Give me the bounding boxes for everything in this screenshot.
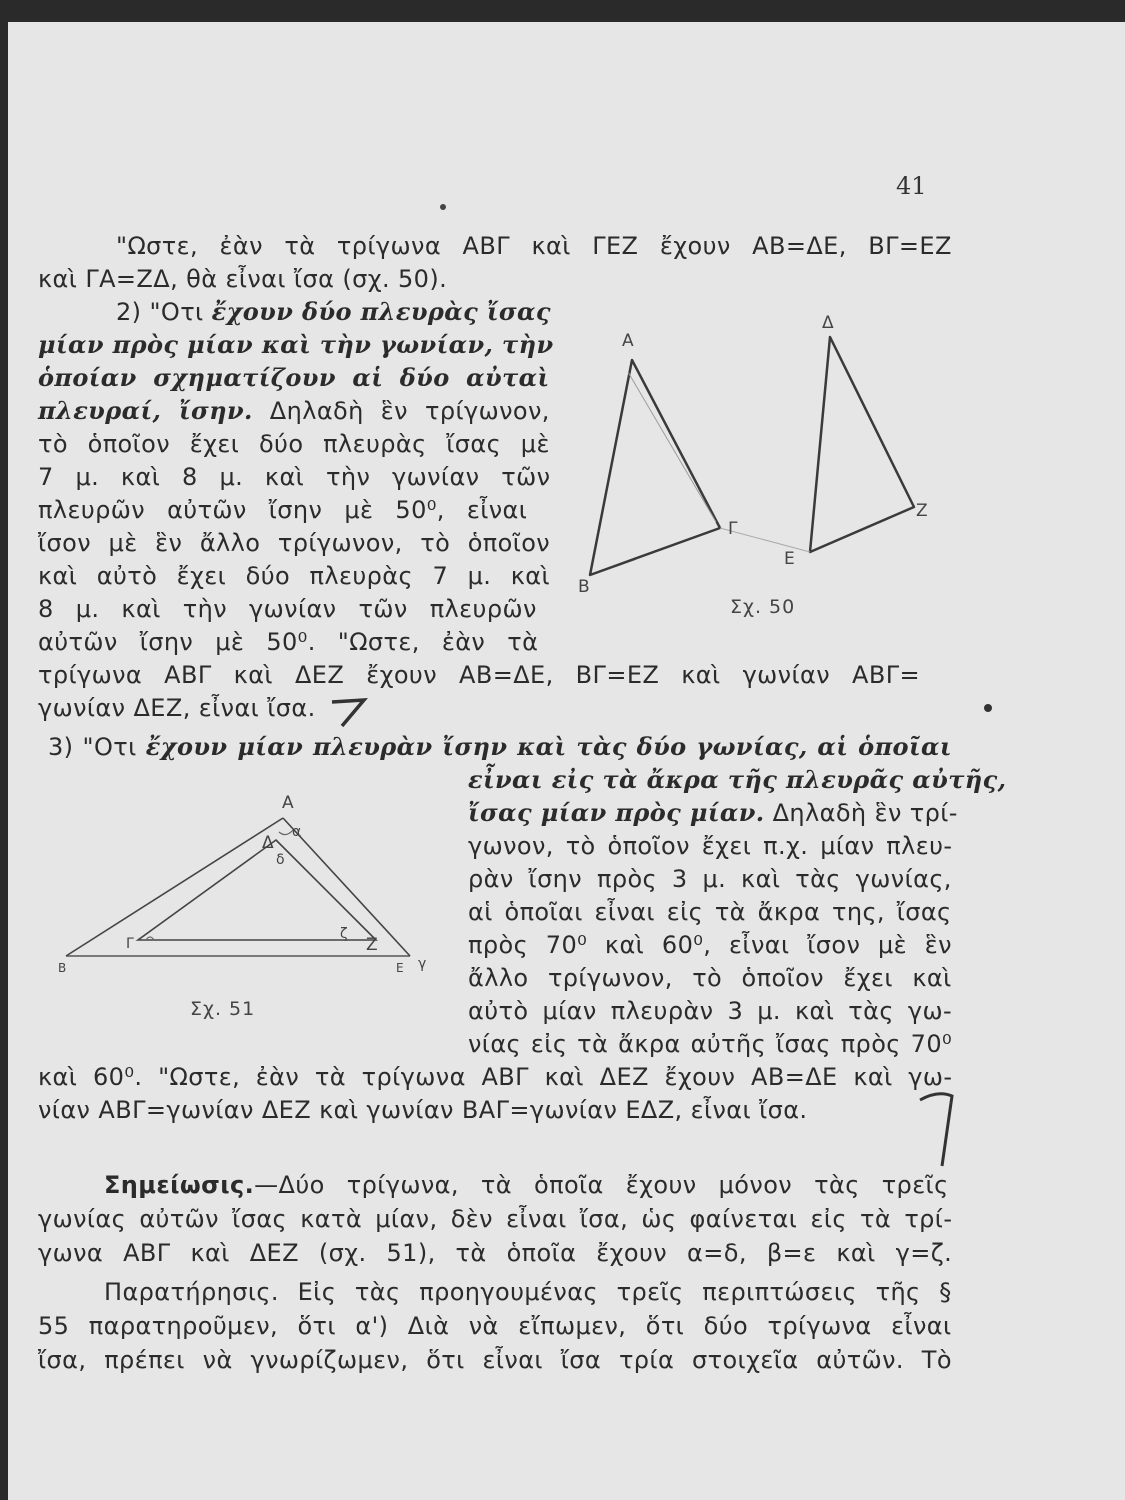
text-segment: ἔχουν δύο πλευρὰς ἴσας bbox=[211, 297, 551, 326]
text-line-20 bbox=[468, 863, 952, 895]
figure-50 bbox=[578, 292, 948, 622]
pencil-mark-seven bbox=[324, 692, 374, 732]
text-segment: νίας εἰς τὰ ἄκρα αὐτῆς ἴσας πρὸς 70⁰ bbox=[468, 1030, 953, 1058]
text-segment: ἔχουν μίαν πλευρὰν ἴσην καὶ τὰς δύο γωνίας, αἱ ὁποῖαι bbox=[145, 732, 952, 761]
text-line-5 bbox=[38, 362, 550, 394]
text-segment: αἱ ὁποῖαι εἶναι εἰς τὰ ἄκρα της, ἴσας bbox=[468, 898, 952, 926]
text-segment: τρίγωνα ΑΒΓ καὶ ΔΕΖ ἔχουν ΑΒ=ΔΕ, ΒΓ=ΕΖ καὶ γωνίαν ΑΒΓ= bbox=[38, 661, 921, 689]
label-g-51: Γ bbox=[126, 936, 134, 952]
label-b-51: Β bbox=[58, 961, 67, 975]
text-segment: 7 μ. καὶ 8 μ. καὶ τὴν γωνίαν τῶν bbox=[38, 463, 551, 491]
text-line-32 bbox=[38, 1310, 952, 1342]
text-line-18 bbox=[468, 797, 958, 829]
label-z-51: Ζ bbox=[366, 935, 378, 955]
triangle-abg bbox=[590, 360, 720, 575]
text-line-23 bbox=[468, 962, 952, 994]
text-line-24 bbox=[468, 995, 952, 1027]
text-segment: "Ωστε, ἐὰν τὰ τρίγωνα ΑΒΓ καὶ ΓΕΖ ἔχουν ΑΒ=ΔΕ, ΒΓ=ΕΖ bbox=[116, 232, 952, 260]
label-a-51: Α bbox=[282, 793, 294, 813]
label-e-51: Ε bbox=[396, 961, 404, 975]
label-d-51: Δ bbox=[262, 833, 274, 853]
text-segment: γωνίας αὐτῶν ἴσας κατὰ μίαν, δὲν εἶναι ἴσα, ὡς φαίνεται εἰς τὰ τρί- bbox=[38, 1205, 953, 1233]
page-number: 41 bbox=[896, 172, 927, 200]
text-line-14 bbox=[38, 659, 952, 691]
text-segment: πλευραί, ἴσην. bbox=[38, 396, 253, 425]
text-segment: ἴσον μὲ ἓν ἄλλο τρίγωνον, τὸ ὁποῖον bbox=[38, 529, 551, 557]
text-line-28 bbox=[104, 1169, 952, 1201]
label-g: Γ bbox=[728, 519, 738, 539]
label-z: Ζ bbox=[916, 501, 928, 521]
ink-dot-top bbox=[440, 204, 446, 210]
text-line-11 bbox=[38, 560, 550, 592]
text-line-27 bbox=[38, 1094, 807, 1126]
label-zeta: ζ bbox=[340, 926, 348, 942]
text-segment: γωνον, τὸ ὁποῖον ἔχει π.χ. μίαν πλευ- bbox=[468, 832, 953, 860]
label-alpha: α bbox=[292, 824, 302, 840]
text-segment: νίαν ΑΒΓ=γωνίαν ΔΕΖ καὶ γωνίαν ΒΑΓ=γωνίαν ΕΔΖ, εἶναι ἴσα. bbox=[38, 1096, 808, 1124]
text-segment: ρὰν ἴσην πρὸς 3 μ. καὶ τὰς γωνίας, bbox=[468, 865, 952, 893]
text-line-26 bbox=[38, 1061, 952, 1093]
label-b: Β bbox=[578, 577, 590, 597]
text-segment: γωνα ΑΒΓ καὶ ΔΕΖ (σχ. 51), τὰ ὁποῖα ἔχουν α=δ, β=ε καὶ γ=ζ. bbox=[38, 1239, 953, 1267]
inner-triangle bbox=[138, 840, 376, 940]
text-segment: ἴσα, πρέπει νὰ γνωρίζωμεν, ὅτι εἶναι ἴσα τρία στοιχεῖα αὐτῶν. Τὸ bbox=[38, 1346, 952, 1374]
label-e: Ε bbox=[784, 549, 795, 569]
text-segment: 55 παρατηροῦμεν, ὅτι α') Διὰ νὰ εἴπωμεν, ὅτι δύο τρίγωνα εἶναι bbox=[38, 1312, 952, 1340]
text-segment: Σημείωσις. bbox=[104, 1171, 255, 1199]
label-delta: δ bbox=[276, 852, 285, 868]
text-line-8 bbox=[38, 461, 550, 493]
text-line-19 bbox=[468, 830, 952, 862]
text-segment: ἄλλο τρίγωνον, τὸ ὁποῖον ἔχει καὶ bbox=[468, 964, 952, 992]
text-segment: καὶ ΓΑ=ΖΔ, θὰ εἶναι ἴσα (σχ. 50). bbox=[38, 265, 448, 293]
pencil-mark-bracket bbox=[908, 1086, 968, 1170]
text-line-10 bbox=[38, 527, 550, 559]
text-segment: καὶ αὐτὸ ἔχει δύο πλευρὰς 7 μ. καὶ bbox=[38, 562, 551, 590]
text-segment: πλευρῶν αὐτῶν ἴσην μὲ 50⁰, εἶναι bbox=[38, 496, 528, 524]
text-line-25 bbox=[468, 1028, 952, 1060]
text-segment: Δηλαδὴ ἓν τρί- bbox=[764, 799, 958, 827]
text-line-6 bbox=[38, 395, 550, 427]
text-segment: γωνίαν ΔΕΖ, εἶναι ἴσα. bbox=[38, 694, 316, 722]
outer-side-left bbox=[66, 818, 283, 956]
text-line-17 bbox=[468, 764, 1007, 796]
text-line-15 bbox=[38, 692, 316, 724]
text-segment: 8 μ. καὶ τὴν γωνίαν τῶν πλευρῶν bbox=[38, 595, 537, 623]
figure-51 bbox=[58, 782, 438, 982]
text-segment: εἶναι εἰς τὰ ἄκρα τῆς πλευρᾶς αὐτῆς, bbox=[468, 765, 1007, 794]
figure-50-caption: Σχ. 50 bbox=[730, 596, 796, 618]
text-segment: αὐτῶν ἴσην μὲ 50⁰. "Ωστε, ἐὰν τὰ bbox=[38, 628, 539, 656]
text-line-2 bbox=[38, 263, 447, 295]
text-segment: Δηλαδὴ ἓν τρίγωνον, bbox=[252, 397, 550, 425]
book-page bbox=[8, 22, 1125, 1500]
text-segment: καὶ 60⁰. "Ωστε, ἐὰν τὰ τρίγωνα ΑΒΓ καὶ ΔΕΖ ἔχουν ΑΒ=ΔΕ καὶ γω- bbox=[38, 1063, 953, 1091]
label-gamma: γ bbox=[418, 956, 427, 972]
text-segment: 3) "Οτι bbox=[48, 733, 146, 761]
triangle-dez bbox=[810, 337, 914, 552]
text-line-22 bbox=[468, 929, 952, 961]
text-segment: Παρατήρησις. Εἰς τὰς προηγουμένας τρεῖς περιπτώσεις τῆς § bbox=[104, 1278, 952, 1306]
text-segment: ἴσας μίαν πρὸς μίαν. bbox=[468, 798, 765, 827]
text-line-31 bbox=[104, 1276, 952, 1308]
label-d: Δ bbox=[822, 313, 834, 333]
text-segment: πρὸς 70⁰ καὶ 60⁰, εἶναι ἴσον μὲ ἓν bbox=[468, 931, 952, 959]
text-line-1 bbox=[116, 230, 952, 262]
triangle-abg-shading bbox=[628, 372, 716, 522]
text-line-30 bbox=[38, 1237, 952, 1269]
label-a: Α bbox=[622, 331, 634, 351]
text-line-21 bbox=[468, 896, 952, 928]
text-line-7 bbox=[38, 428, 550, 460]
text-line-3 bbox=[116, 296, 550, 328]
text-segment: μίαν πρὸς μίαν καὶ τὴν γωνίαν, τὴν bbox=[38, 330, 554, 359]
ink-dot-right bbox=[984, 704, 992, 712]
text-segment: ὁποίαν σχηματίζουν αἱ δύο αὐταὶ bbox=[38, 363, 550, 392]
text-segment: τὸ ὁποῖον ἔχει δύο πλευρὰς ἴσας μὲ bbox=[38, 430, 550, 458]
text-line-16 bbox=[48, 731, 952, 763]
text-segment: αὐτὸ μίαν πλευρὰν 3 μ. καὶ τὰς γω- bbox=[468, 997, 953, 1025]
text-line-12 bbox=[38, 593, 550, 625]
figure-51-caption: Σχ. 51 bbox=[190, 998, 256, 1020]
text-segment: —Δύο τρίγωνα, τὰ ὁποῖα ἔχουν μόνον τὰς τρεῖς bbox=[254, 1171, 949, 1199]
text-line-29 bbox=[38, 1203, 952, 1235]
text-segment: 2) "Οτι bbox=[116, 298, 212, 326]
text-line-9 bbox=[38, 494, 550, 526]
angle-arc-top bbox=[279, 830, 293, 835]
text-line-33 bbox=[38, 1344, 952, 1376]
text-line-13 bbox=[38, 626, 550, 658]
text-line-4 bbox=[38, 329, 554, 361]
